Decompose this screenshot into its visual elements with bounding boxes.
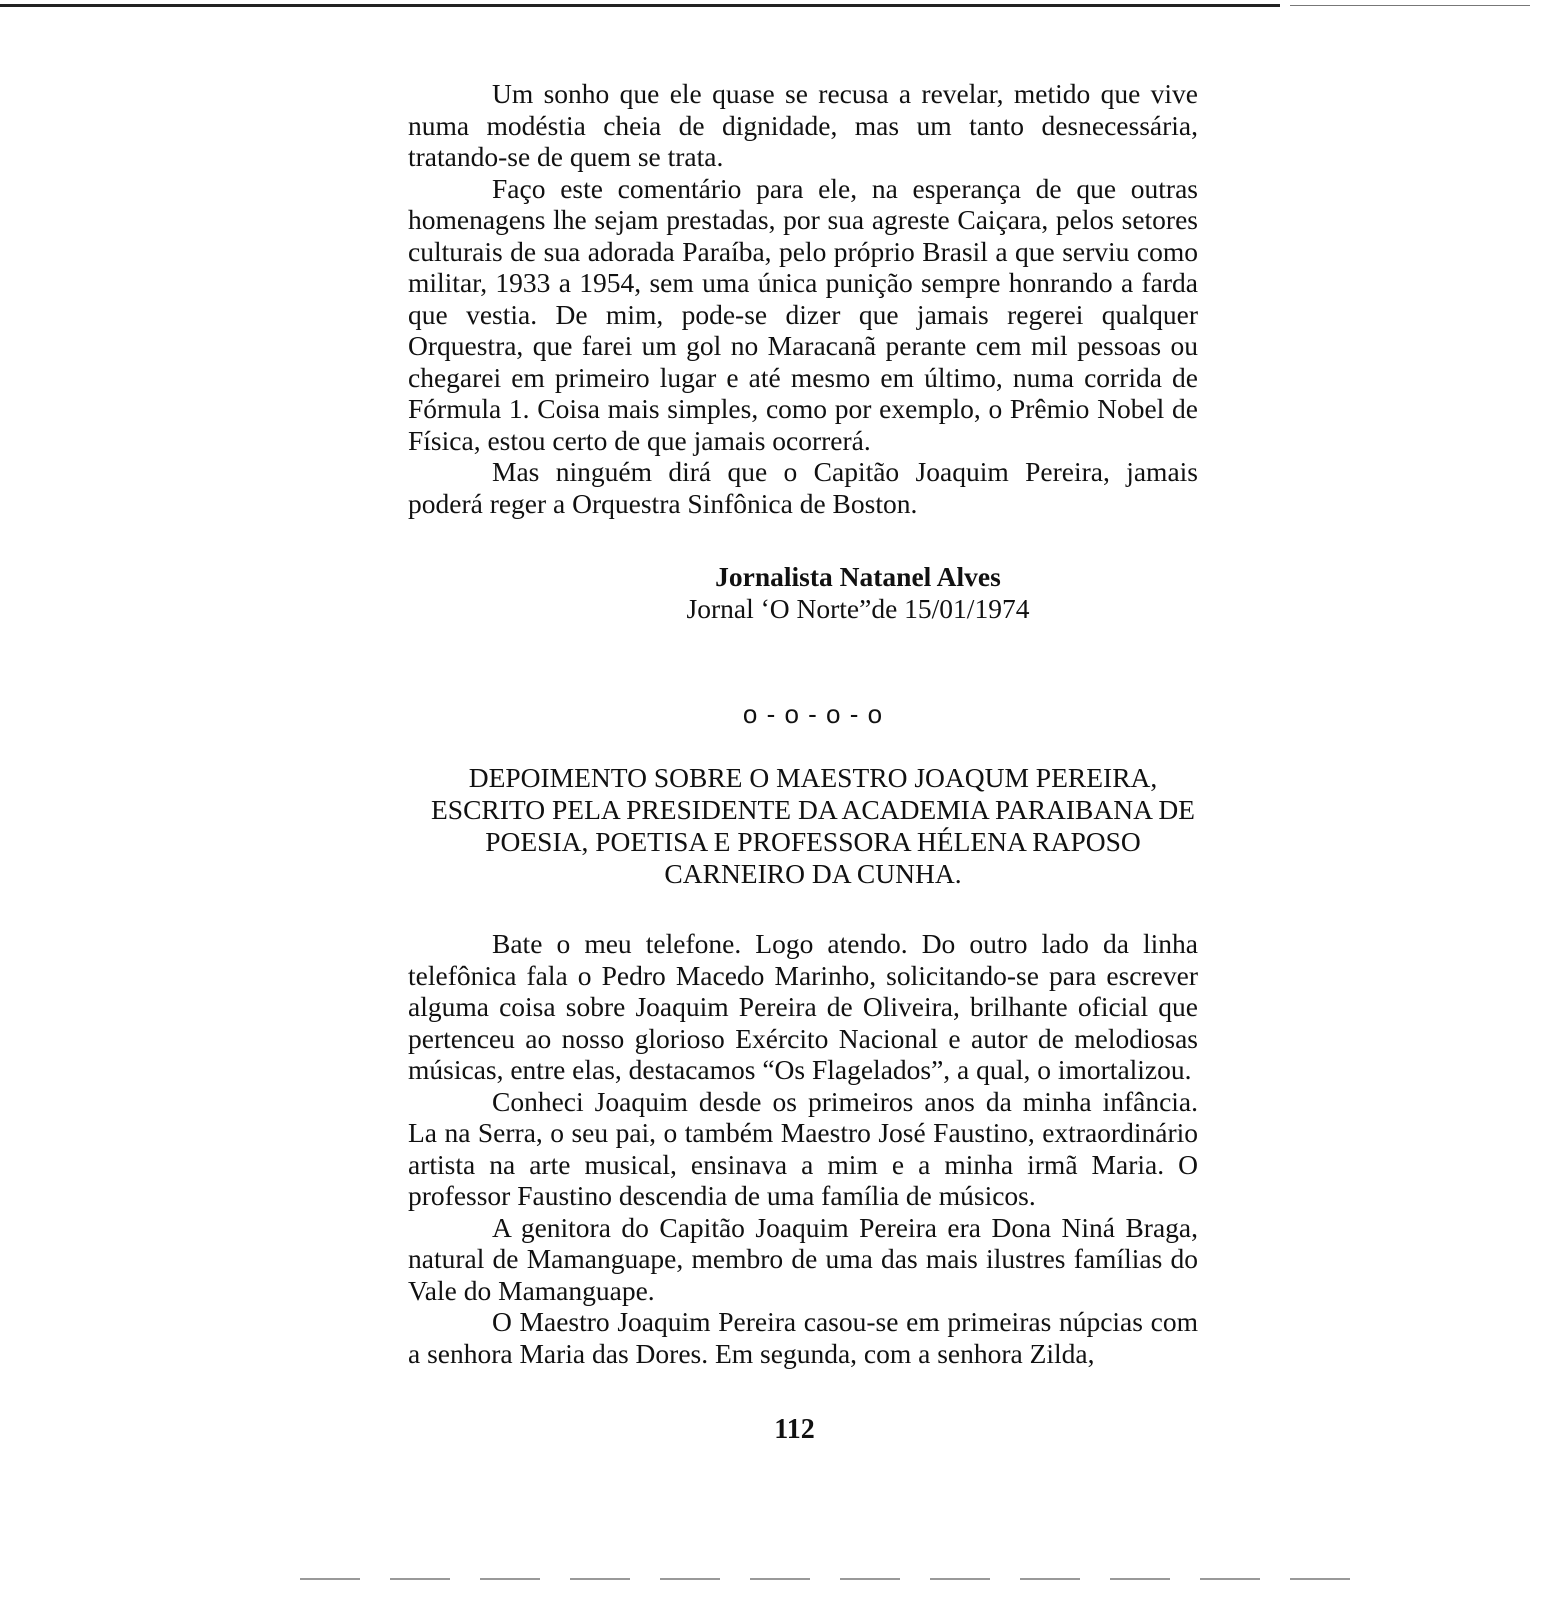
scan-top-border	[0, 4, 1280, 7]
section-separator: o - o - o - o	[742, 699, 884, 729]
document-page	[408, 78, 1198, 1369]
paragraph-3: Mas ninguém dirá que o Capitão Joaquim Pereira, jamais poderá reger a Orquestra Sinfônica de Boston.	[408, 456, 1198, 519]
paragraph-2: Faço este comentário para ele, na esperança de que outras homenagens lhe sejam prestadas, por sua agreste Caiçara, pelos setores culturais de sua adorada Paraíba, pelo próprio Brasil a que serviu como militar, 1933 a 1954, sem uma única punição sempre honrando a farda que vestia. De mim, pode-se dizer que jamais regerei qualquer Orquestra, que farei um gol no Maracanã perante cem mil pessoas ou chegarei em primeiro lugar e até mesmo em último, numa corrida de Fórmula 1. Coisa mais simples, como por exemplo, o Prêmio Nobel de Física, estou certo de que jamais ocorrerá.	[408, 172, 1198, 456]
heading-line-4: CARNEIRO DA CUNHA.	[664, 858, 962, 889]
section-heading	[408, 762, 1198, 890]
scan-top-border-faint	[1290, 5, 1530, 6]
heading-line-3: POESIA, POETISA E PROFESSORA HÉLENA RAPOSO	[485, 826, 1141, 857]
paragraph-1: Um sonho que ele quase se recusa a revelar, metido que vive numa modéstia cheia de dignidade, mas um tanto desnecessária, tratando-se de quem se trata.	[408, 78, 1198, 172]
signature-author: Jornalista Natanel Alves	[715, 561, 1001, 592]
page-number: 112	[774, 1414, 815, 1445]
signature-source: Jornal ‘O Norte”de 15/01/1974	[686, 593, 1030, 624]
paragraph-7: O Maestro Joaquim Pereira casou-se em primeiras núpcias com a senhora Maria das Dores. Em segunda, com a senhora Zilda,	[408, 1306, 1198, 1369]
paragraph-6: A genitora do Capitão Joaquim Pereira era Dona Niná Braga, natural de Mamanguape, membro de uma das mais ilustres famílias do Vale do Mamanguape.	[408, 1211, 1198, 1306]
paragraph-4: Bate o meu telefone. Logo atendo. Do outro lado da linha telefônica fala o Pedro Macedo Marinho, solicitando-se para escrever alguma coisa sobre Joaquim Pereira de Oliveira, brilhante oficial que pertenceu ao nosso glorioso Exército Nacional e autor de melodiosas músicas, entre elas, destacamos “Os Flagelados”, a qual, o imortalizou.	[408, 928, 1198, 1085]
paragraph-5: Conheci Joaquim desde os primeiros anos da minha infância. La na Serra, o seu pai, o também Maestro José Faustino, extraordinário artista na arte musical, ensinava a mim e a minha irmã Maria. O professor Faustino descendia de uma família de músicos.	[408, 1085, 1198, 1211]
scan-bottom-border	[300, 1578, 1350, 1580]
signature-block	[408, 561, 1198, 625]
heading-line-2: ESCRITO PELA PRESIDENTE DA ACADEMIA PARAIBANA DE	[431, 794, 1195, 825]
heading-line-1: DEPOIMENTO SOBRE O MAESTRO JOAQUM PEREIRA,	[468, 762, 1158, 793]
